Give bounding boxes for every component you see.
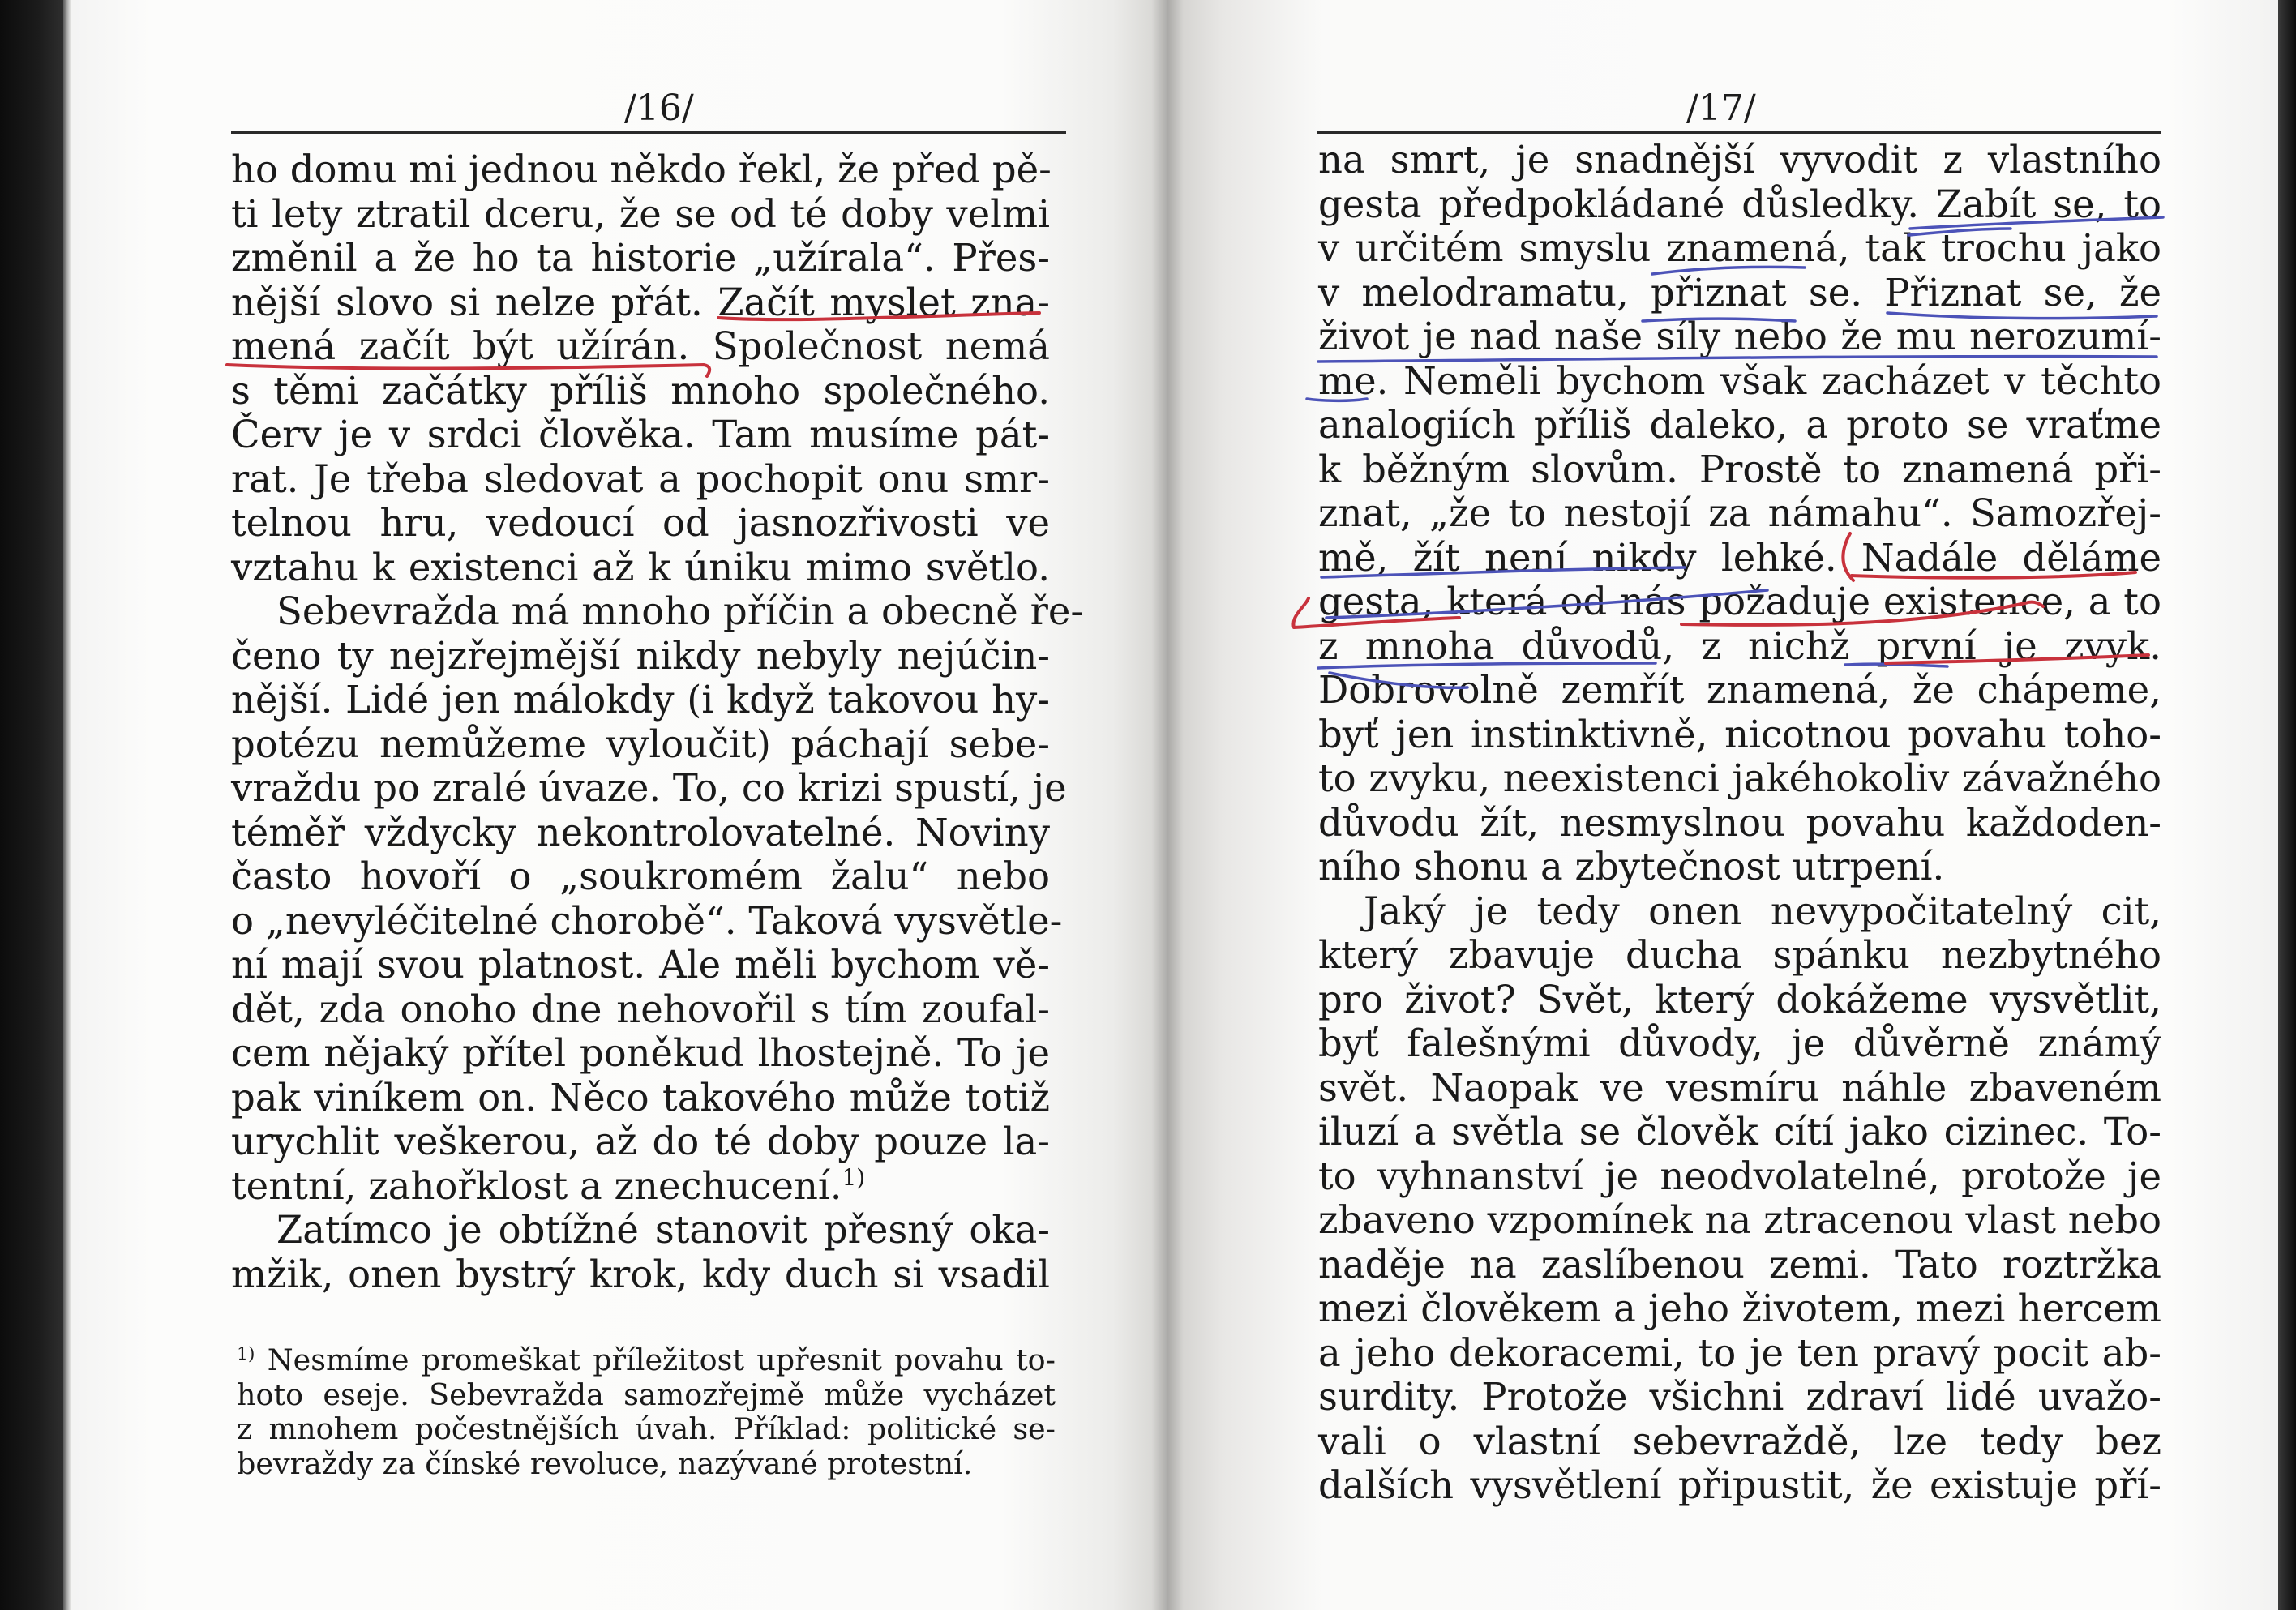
text-line: Zatímco je obtížné stanovit přesný oka- [276,1208,1050,1252]
text-line: iluzí a světla se člověk cítí jako cizinec. To- [1318,1110,2161,1154]
text-line: surdity. Protože všichni zdraví lidé uvažo- [1318,1375,2161,1419]
text-line: to zvyku, neexistenci jakéhokoliv závažného [1318,756,2161,800]
footnote-line: hoto eseje. Sebevražda samozřejmě může vycházet [237,1377,1056,1412]
text-line: cem nějaký přítel poněkud lhostejně. To je [231,1031,1050,1075]
text-line: který zbavuje ducha spánku nezbytného [1318,933,2161,977]
footnote-line: z mnohem počestnějších úvah. Příklad: politické se- [237,1411,1056,1446]
text-line: často hovoří o „soukromém žalu“ nebo [231,854,1050,898]
text-line: naděje na zaslíbenou zemi. Tato roztržka [1318,1242,2161,1287]
text-line: gesta, která od nás požaduje existence, a to [1318,580,2161,623]
text-line: mě, žít není nikdy lehké. Nadále děláme [1318,535,2161,580]
paragraph [1318,889,2161,1508]
text-line: na smrt, je snadnější vyvodit z vlastního [1318,138,2161,182]
text-line: k běžným slovům. Prostě to znamená při- [1318,447,2161,491]
text-line: gesta předpokládané důsledky. Zabít se, to [1318,182,2161,226]
right-page-text [1318,138,2161,1508]
text-line: pro život? Svět, který dokážeme vysvětlit, [1318,977,2161,1021]
text-line: s těmi začátky příliš mnoho společného. [231,368,1050,413]
text-line: důvodu žít, nesmyslnou povahu každoden- [1318,800,2161,845]
text-line: čeno ty nejzřejmější nikdy nebyly nejúčin- [231,633,1050,678]
text-line: změnil a že ho ta historie „užírala“. Přes- [231,236,1050,280]
page-number-left: /16/ [624,88,694,129]
text-line: rat. Je třeba sledovat a pochopit onu smr- [231,456,1050,501]
left-page-text [231,148,1084,1296]
text-line: me. Neměli bychom však zacházet v těchto [1318,358,2161,403]
header-rule-left [231,131,1066,134]
text-line: ti lety ztratil dceru, že se od té doby velmi [231,191,1050,236]
footnote-reference: 1) [842,1163,866,1191]
text-line-content: tentní, zahořklost a znechucení. [231,1163,842,1208]
text-line: vztahu k existenci až k úniku mimo světlo. [231,545,1050,589]
text-line: zbaveno vzpomínek na ztracenou vlast nebo [1318,1198,2161,1242]
text-line [231,1164,1050,1209]
text-line: byť falešnými důvody, je důvěrně známý [1318,1021,2161,1065]
text-line: Jaký je tedy onen nevypočitatelný cit, [1364,888,2161,933]
text-line: ho domu mi jednou někdo řekl, že před pě- [231,148,1052,191]
paragraph [1318,138,2161,889]
text-line: telnou hru, vedoucí od jasnozřivosti ve [231,501,1050,545]
text-line: vali o vlastní sebevraždě, lze tedy bez [1318,1419,2161,1463]
text-line: život je nad naše síly nebo že mu nerozumí- [1318,315,2161,358]
paragraph [231,589,1084,1208]
book-cover-left-edge [0,0,63,1610]
text-line: z mnoha důvodů, z nichž první je zvyk. [1318,623,2161,668]
footnote [237,1343,1056,1481]
footnote-line-content: Nesmíme promeškat příležitost upřesnit povahu to- [267,1342,1056,1377]
text-line: nější. Lidé jen málokdy (i když takovou hy- [231,678,1050,722]
text-line: nější slovo si nelze přát. Začít myslet zna- [231,280,1050,324]
header-rule-right [1317,131,2161,134]
text-line: mená začít být užírán. Společnost nemá [231,324,1050,368]
paragraph [231,1208,1050,1296]
text-line: svět. Naopak ve vesmíru náhle zbaveném [1318,1065,2161,1110]
text-line: Dobrovolně zemřít znamená, že chápeme, [1318,668,2161,712]
text-line: téměř vždycky nekontrolovatelné. Noviny [231,810,1050,854]
text-line: analogiích příliš daleko, a proto se vraťme [1318,403,2161,447]
text-line: byť jen instinktivně, nicotnou povahu toho- [1318,712,2161,756]
text-line: o „nevyléčitelné chorobě“. Taková vysvětle- [231,898,1063,943]
text-line: to vyhnanství je neodvolatelné, protože je [1318,1154,2161,1198]
text-line: dalších vysvětlení připustit, že existuje pří- [1318,1463,2161,1507]
text-line: urychlit veškerou, až do té doby pouze la- [231,1120,1050,1163]
text-line: ního shonu a zbytečnost utrpení. [1318,845,1945,888]
text-line: ní mají svou platnost. Ale měli bychom vě- [231,943,1050,987]
page-number-right: /17/ [1686,88,1756,129]
footnote-line [237,1343,1056,1378]
book-cover-right-edge [2278,0,2296,1610]
text-line: pak viníkem on. Něco takového může totiž [231,1075,1050,1120]
text-line: Červ je v srdci člověka. Tam musíme pát- [231,413,1050,456]
paragraph [231,148,1050,589]
text-line: znat, „že to nestojí za námahu“. Samozřej- [1318,491,2161,535]
text-line: mezi člověkem a jeho životem, mezi hercem [1318,1287,2161,1330]
text-line: Sebevražda má mnoho příčin a obecně ře- [276,589,1084,633]
text-line: a jeho dekoracemi, to je ten pravý pocit ab- [1318,1330,2161,1375]
footnote-marker: 1) [237,1343,255,1364]
text-line: dět, zda onoho dne nehovořil s tím zoufal- [231,987,1050,1031]
text-line: vraždu po zralé úvaze. To, co krizi spustí, je [231,766,1067,810]
footnote-line: bevraždy za čínské revoluce, nazývané protestní. [237,1445,973,1481]
text-line: mžik, onen bystrý krok, kdy duch si vsadil [231,1252,1050,1296]
text-line: v určitém smyslu znamená, tak trochu jako [1318,226,2161,270]
text-line: v melodramatu, přiznat se. Přiznat se, že [1318,270,2161,315]
text-line: potézu nemůžeme vyloučit) páchají sebe- [231,722,1050,766]
